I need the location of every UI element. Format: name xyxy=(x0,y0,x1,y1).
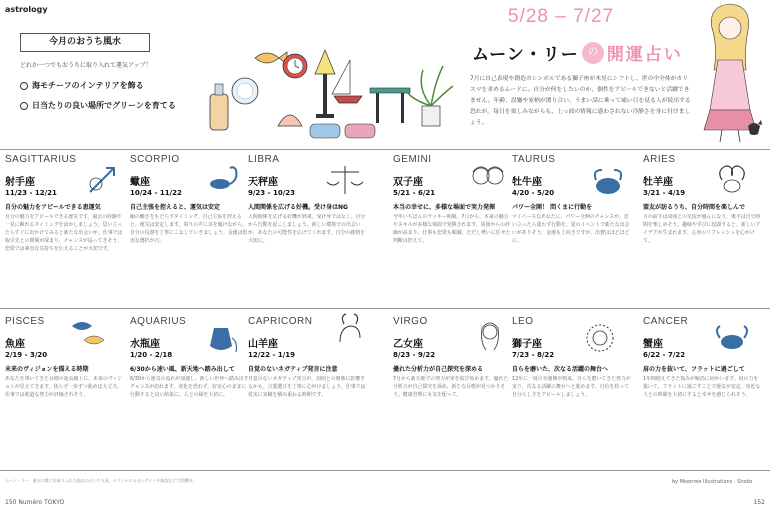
fengshui-tip-text: 海モチーフのインテリアを飾る xyxy=(32,81,144,90)
sign-japanese-name: 牡牛座 xyxy=(512,177,542,188)
scorpion-icon xyxy=(202,160,242,200)
sign-body: マイペースなあなたに、パワー全開のチャンスが。思い立ったら迷わず行動を。夏のイベントで新たな出会いがありそう。金運も上向きですが、出費はほどほどに。 xyxy=(512,214,630,244)
sign-dates: 9/23 - 10/23 xyxy=(248,189,295,197)
sign-english-name: CAPRICORN xyxy=(248,316,313,327)
clock-icon xyxy=(283,54,307,78)
sign-english-name: PISCES xyxy=(5,316,45,327)
sign-body: 1年間抱えてきた悩みが解消に向かいます。肩の力を抜いて、フラットに過ごすことで運気が安定。身近な人との時間を大切にすると幸せを感じられそう。 xyxy=(643,376,761,398)
cushion-icon xyxy=(310,124,375,138)
sign-english-name: VIRGO xyxy=(393,316,428,327)
astrologer-illustration xyxy=(692,0,767,145)
column-brand-name: ムーン・リー xyxy=(472,45,579,65)
sign-headline: 肩の力を抜いて、フラットに過ごして xyxy=(643,366,745,373)
table-icon xyxy=(370,88,410,123)
sign-dates: 2/19 - 3/20 xyxy=(5,351,48,359)
interior-illustrations xyxy=(200,36,470,144)
sign-japanese-name: 蟹座 xyxy=(643,339,663,350)
bull-icon xyxy=(588,160,628,200)
sign-body: 月の前半は周囲との交流が盛んになり、後半は自分時間を楽しめそう。趣味や学びに没頭すると、新しいアイデアが生まれます。心身のリフレッシュを心がけて。 xyxy=(643,214,761,244)
sign-japanese-name: 双子座 xyxy=(393,177,423,188)
sign-japanese-name: 山羊座 xyxy=(248,339,278,350)
sign-body: 自覚のないネガティブ発言が、周囲との関係に影響するかも。言葉選びを丁寧に心がけましょう。仕事では着実に実績を積み重ねる時期です。 xyxy=(248,376,366,398)
page-folio-right: 152 xyxy=(753,499,765,506)
divider xyxy=(0,149,770,150)
sign-dates: 8/23 - 9/22 xyxy=(393,351,436,359)
sign-headline: パワー全開！ 問くまに行動を xyxy=(512,204,593,211)
sign-headline: 自覚のないネガティブ発言に注意 xyxy=(248,366,338,373)
fengshui-title: 今月のおうち風水 xyxy=(20,33,150,52)
fengshui-tip-text: 日当たりの良い場所でグリーンを育てる xyxy=(32,101,176,110)
archer-icon xyxy=(82,160,122,200)
sign-english-name: GEMINI xyxy=(393,154,432,165)
section-tag: astrology xyxy=(5,5,48,14)
column-title xyxy=(472,40,683,65)
sign-dates: 6/22 - 7/22 xyxy=(643,351,686,359)
sign-english-name: SCORPIO xyxy=(130,154,180,165)
credit-line: by Moonree Illustrations : Shoko xyxy=(672,479,753,485)
sign-body: 12年に一度の幸運期が到来。自らを磨いてきた努力が実り、次なる活躍の舞台へと進めます。自信を持って自分らしさをアピールしましょう。 xyxy=(512,376,631,398)
sign-body: 人間関係を広げる好機が到来。受け身ではなく、自分から行動を起こしましょう。新しい環境での出会いが、あなたの可能性を広げてくれます。自分の感情を大切に。 xyxy=(248,214,366,244)
sign-japanese-name: 獅子座 xyxy=(512,339,542,350)
maiden-icon xyxy=(470,318,510,358)
sign-dates: 1/20 - 2/18 xyxy=(130,351,173,359)
sign-japanese-name: 水瓶座 xyxy=(130,339,160,350)
sign-dates: 10/24 - 11/22 xyxy=(130,189,182,197)
lion-icon xyxy=(580,318,620,358)
sign-english-name: ARIES xyxy=(643,154,676,165)
sign-body: あなたを導いてきた目標の延長線上に、未来のヴィジョンが見えてきます。焦らず一歩ずつ進めば大丈夫。仕事では地道な努力が評価されそう。 xyxy=(5,376,123,398)
bullet-icon xyxy=(20,102,28,110)
bottle-icon xyxy=(210,84,228,130)
sailboat-icon xyxy=(332,60,362,103)
sign-english-name: CANCER xyxy=(643,316,689,327)
crab-icon xyxy=(712,318,752,358)
sign-headline: 6/30から速い風、新天地へ踏み出して xyxy=(130,366,235,373)
sign-headline: 優れた分析力が自己探究を深める xyxy=(393,366,484,373)
goat-icon xyxy=(330,312,370,352)
sign-japanese-name: 天秤座 xyxy=(248,177,278,188)
mirror-icon xyxy=(232,78,258,104)
sign-english-name: TAURUS xyxy=(512,154,556,165)
sign-headline: 盟友が訪るうち、自分時間を楽しんで xyxy=(643,204,746,211)
author-footnote: ムーン・リー 風水の教えを取り入れた独自の占いで人気。オリジナルの占いサイトや雑誌などで活躍中。 xyxy=(5,478,197,483)
ram-icon xyxy=(712,160,752,200)
sign-dates: 7/23 - 8/22 xyxy=(512,351,555,359)
water-jar-icon xyxy=(202,318,242,358)
sign-japanese-name: 乙女座 xyxy=(393,339,423,350)
sign-english-name: SAGITTARIUS xyxy=(5,154,77,165)
sign-dates: 4/20 - 5/20 xyxy=(512,189,555,197)
shell-icon xyxy=(278,115,302,126)
fengshui-intro: どれか一つでもおうちに取り入れて運気アップ！ xyxy=(20,62,152,69)
sign-headline: 本当の幸せに、多様な場面で実力発揮 xyxy=(393,204,496,211)
sign-body: 7月から新天地での努力が実を結び始めます。優れた分析力が自己探究を深め、新たな目標が見つかりそう。健康管理にも気を配って。 xyxy=(393,376,509,398)
scales-icon xyxy=(325,160,365,200)
sign-headline: 自分の魅力をアピールできる恵運気 xyxy=(5,204,101,211)
page-folio-left: 150 Numéro TOKYO xyxy=(5,499,65,506)
column-intro: 7月に自己表現や創造のシンボルである獅子座が木星にシフトし、世の中全体がカリスマを求めるムードに。自分が何をしたいのか、個性をアピールできないと活躍できません。年齢、誤嫌や家柄が関り合い、うまい話に乗って痛い目を見る人が続出する恐れが。毎日を楽しみながらも、上っ面の情報に惑わされない冷静さを身に付けましょう。 xyxy=(470,76,691,126)
fengshui-tip xyxy=(20,80,144,91)
sign-headline: 自己主張を控えると、運気は安定 xyxy=(130,204,221,211)
sign-body: 願の働きをもたらすタイミング。自己主張を控えると、運気は安定します。周りの声に耳を傾けながら、自分の役割を丁寧にこなしていきましょう。金運は堅実な選択が吉。 xyxy=(130,214,248,244)
bullet-icon xyxy=(20,82,28,90)
sign-body: 今年いちばんのラッキー期間。7月から、本来の魅力やスキルが多様な場面で発揮されます。周囲からの評価が高まり、仕事も恋愛も順調。ただし勢いに任せた判断は控えて。 xyxy=(393,214,511,244)
sign-english-name: LIBRA xyxy=(248,154,280,165)
fengshui-tip xyxy=(20,100,176,111)
lamp-icon xyxy=(315,50,335,118)
sign-headline: 未来のヴィジョンを描える時期 xyxy=(5,366,89,373)
sign-body: 6/30から運気の流れが加速し、新しい世界へ踏み出すチャンスが訪れます。変化を恐れず、好奇心のままに行動すると良い結果に。人との縁を大切に。 xyxy=(130,376,249,398)
sign-japanese-name: 蠍座 xyxy=(130,177,150,188)
sign-japanese-name: 魚座 xyxy=(5,339,25,350)
sign-headline: 人間関係を広げる好機。受け身はNG xyxy=(248,204,348,211)
sign-headline: 自らを磨いた、次なる活躍の舞台へ xyxy=(512,366,609,373)
fish-icon xyxy=(255,52,287,64)
twins-icon xyxy=(468,160,508,200)
column-brand-particle: の xyxy=(582,42,604,64)
plant-icon xyxy=(407,66,453,126)
date-range: 5/28 – 7/27 xyxy=(508,6,615,27)
fish-pair-icon xyxy=(68,312,108,352)
sign-body: 自分の魅力をアピールできる運気です。過去の経験や一見に頼れるタイミングを活かしましょう。思い立ったらすぐに出かけてみると新たな出会いが。仕事では取引先との関係が深まり、チャンスが巡ってきそう。恋愛では素直な気持ちを伝えることが大切です。 xyxy=(5,214,123,252)
sign-english-name: AQUARIUS xyxy=(130,316,187,327)
sign-japanese-name: 牡羊座 xyxy=(643,177,673,188)
column-brand-subtitle: 開運占い xyxy=(606,45,683,65)
sign-dates: 5/21 - 6/21 xyxy=(393,189,436,197)
sign-dates: 11/23 - 12/21 xyxy=(5,189,57,197)
sign-english-name: LEO xyxy=(512,316,534,327)
sign-dates: 3/21 - 4/19 xyxy=(643,189,686,197)
sign-dates: 12/22 - 1/19 xyxy=(248,351,295,359)
sign-japanese-name: 射手座 xyxy=(5,177,35,188)
